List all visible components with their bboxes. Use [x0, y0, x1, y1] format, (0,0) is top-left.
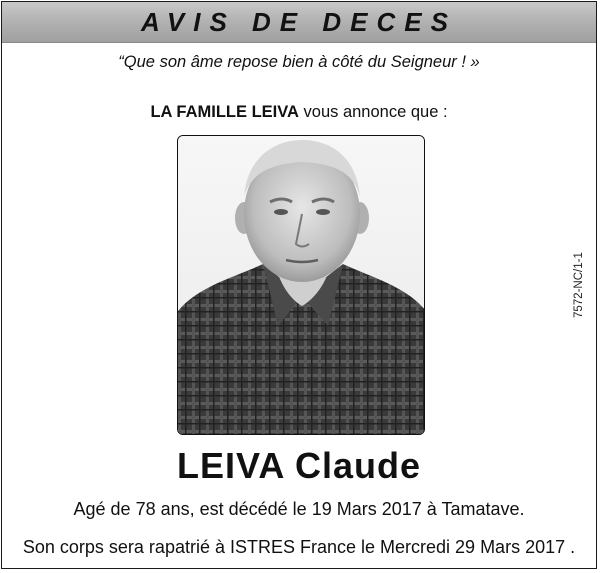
reference-code: 7572-NC/1-1 [573, 252, 585, 318]
deceased-name: LEIVA Claude [176, 445, 422, 486]
announcement-text: vous annonce que : [298, 103, 448, 121]
death-notice [1, 1, 597, 569]
age-date-line: Agé de 78 ans, est décédé le 19 Mars 2017 à Tamatave. [73, 499, 525, 519]
repatriation-line: Son corps sera rapatrié à ISTRES France le Mercredi 29 Mars 2017 . [22, 537, 576, 557]
portrait-illustration [178, 136, 425, 435]
portrait-photo [177, 135, 425, 435]
announcement [2, 103, 596, 122]
quote-text: “Que son âme repose bien à côté du Seigneur ! » [118, 53, 480, 71]
header-band [2, 2, 596, 43]
notice-title: AVIS DE DECES [141, 6, 457, 37]
family-name: LA FAMILLE LEIVA [150, 103, 299, 121]
